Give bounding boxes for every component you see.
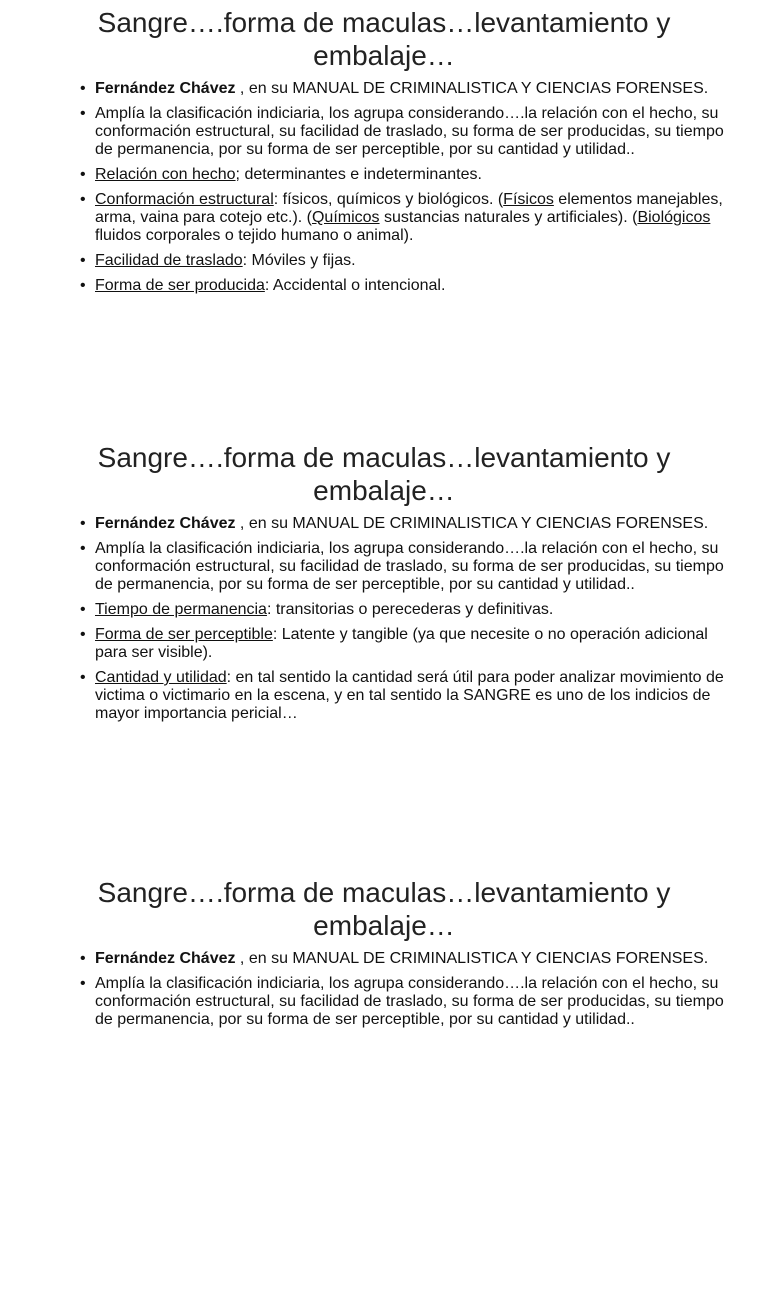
category-term: Tiempo de permanencia — [95, 601, 267, 618]
category-term: Facilidad de traslado — [95, 252, 243, 269]
bullet-item — [80, 166, 738, 184]
bullet-text: elementos manejables, arma, vaina para cotejo etc.). ( — [95, 191, 723, 226]
slide-3 — [0, 870, 768, 1290]
bullet-dot-icon: • — [80, 669, 86, 686]
bullet-dot-icon: • — [80, 252, 86, 269]
slide-2 — [0, 435, 768, 855]
category-term: Cantidad y utilidad — [95, 669, 227, 686]
bullet-item — [80, 105, 738, 159]
bullet-text: : Accidental o intencional. — [264, 277, 446, 294]
bullet-dot-icon: • — [80, 626, 86, 643]
bullet-dot-icon: • — [80, 191, 86, 208]
bullet-item — [80, 601, 738, 619]
bullet-text: : en tal sentido la cantidad será útil para poder analizar movimiento de victima o victimario en la escena, y en tal sentido la SANGRE es uno de los indicios de mayor importancia pericial… — [95, 669, 724, 722]
bullet-item — [80, 80, 738, 98]
bullet-list — [80, 950, 738, 1029]
slide-title: Sangre….forma de maculas…levantamiento y embalaje… — [97, 442, 671, 506]
bullet-dot-icon: • — [80, 601, 86, 618]
bullet-text: Amplía la clasificación indiciaria, los agrupa considerando….la relación con el hecho, su conformación estructural, su facilidad de traslado, su forma de ser producidas, su tiempo de permanencia, por su forma de ser perceptible, por su cantidad y utilidad.. — [95, 975, 724, 1028]
author-name: Fernández Chávez — [95, 950, 236, 967]
bullet-list — [80, 515, 738, 723]
bullet-text: Amplía la clasificación indiciaria, los agrupa considerando….la relación con el hecho, su conformación estructural, su facilidad de traslado, su forma de ser producidas, su tiempo de permanencia, por su forma de ser perceptible, por su cantidad y utilidad.. — [95, 105, 724, 158]
bullet-item — [80, 191, 738, 245]
bullet-item — [80, 277, 738, 295]
bullet-item — [80, 252, 738, 270]
bullet-dot-icon: • — [80, 105, 86, 122]
bullet-text: fluidos corporales o tejido humano o animal). — [95, 227, 414, 244]
bullet-text: : Móviles y fijas. — [242, 252, 356, 269]
bullet-item — [80, 669, 738, 723]
bullet-dot-icon: • — [80, 975, 86, 992]
category-term: Físicos — [503, 191, 554, 208]
author-name: Fernández Chávez — [95, 515, 236, 532]
bullet-text: : Latente y tangible (ya que necesite o no operación adicional para ser visible). — [95, 626, 708, 661]
bullet-dot-icon: • — [80, 80, 86, 97]
slide-title: Sangre….forma de maculas…levantamiento y embalaje… — [97, 877, 671, 941]
bullet-dot-icon: • — [80, 540, 86, 557]
bullet-text: , en su MANUAL DE CRIMINALISTICA Y CIENCIAS FORENSES. — [235, 950, 709, 967]
bullet-text: : físicos, químicos y biológicos. ( — [273, 191, 504, 208]
bullet-item — [80, 515, 738, 533]
bullet-list — [80, 80, 738, 295]
bullet-item — [80, 626, 738, 662]
author-name: Fernández Chávez — [95, 80, 236, 97]
bullet-text: ; determinantes e indeterminantes. — [235, 166, 482, 183]
category-term: Relación con hecho — [95, 166, 236, 183]
bullet-text: , en su MANUAL DE CRIMINALISTICA Y CIENCIAS FORENSES. — [235, 80, 709, 97]
bullet-dot-icon: • — [80, 950, 86, 967]
bullet-item — [80, 540, 738, 594]
bullet-text: Amplía la clasificación indiciaria, los agrupa considerando….la relación con el hecho, su conformación estructural, su facilidad de traslado, su forma de ser producidas, su tiempo de permanencia, por su forma de ser perceptible, por su cantidad y utilidad.. — [95, 540, 724, 593]
bullet-dot-icon: • — [80, 166, 86, 183]
category-term: Químicos — [311, 209, 380, 226]
category-term: Forma de ser perceptible — [95, 626, 273, 643]
slide-title: Sangre….forma de maculas…levantamiento y embalaje… — [97, 7, 671, 71]
bullet-item — [80, 950, 738, 968]
category-term: Biológicos — [637, 209, 711, 226]
bullet-text: , en su MANUAL DE CRIMINALISTICA Y CIENCIAS FORENSES. — [235, 515, 709, 532]
bullet-dot-icon: • — [80, 277, 86, 294]
category-term: Conformación estructural — [95, 191, 274, 208]
slide-1 — [0, 0, 768, 420]
bullet-item — [80, 975, 738, 1029]
bullet-text: : transitorias o perecederas y definitivas. — [266, 601, 554, 618]
bullet-dot-icon: • — [80, 515, 86, 532]
category-term: Forma de ser producida — [95, 277, 265, 294]
bullet-text: sustancias naturales y artificiales). ( — [379, 209, 638, 226]
